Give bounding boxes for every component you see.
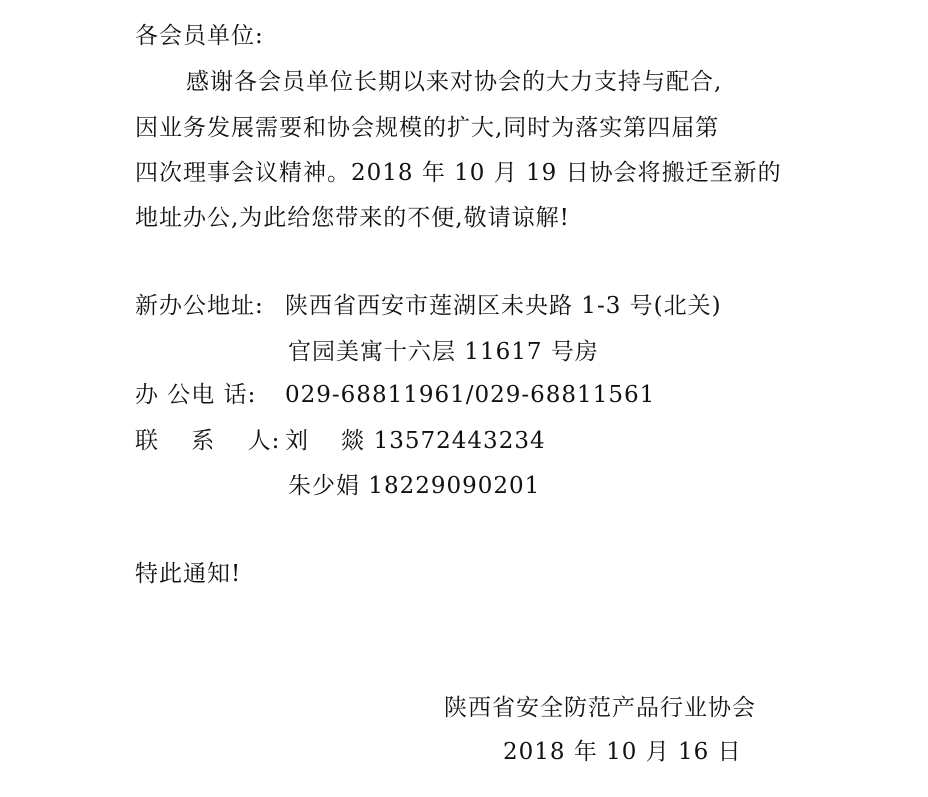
- contact-row: [135, 425, 546, 457]
- contact-person-2: 朱少娟 18229090201: [288, 473, 541, 499]
- body-line-1: 感谢各会员单位长期以来对协会的大力支持与配合,: [186, 69, 723, 95]
- salutation: 各会员单位:: [135, 23, 264, 49]
- body-line-4: 地址办公,为此给您带来的不便,敬请谅解!: [135, 205, 570, 231]
- closing-text: 特此通知!: [135, 561, 242, 587]
- signature-date: 2018 年 10 月 16 日: [503, 739, 742, 765]
- address-row: [135, 290, 722, 322]
- signature-org: 陕西省安全防范产品行业协会: [444, 695, 756, 721]
- phone-row: [135, 379, 655, 411]
- body-line-2: 因业务发展需要和协会规模的扩大,同时为落实第四届第: [135, 115, 720, 141]
- body-line-3: 四次理事会议精神。2018 年 10 月 19 日协会将搬迁至新的: [135, 160, 782, 186]
- address-line-1: 陕西省西安市莲湖区未央路 1-3 号(北关): [285, 293, 722, 319]
- address-line-2: 官园美寓十六层 11617 号房: [288, 339, 599, 365]
- phone-value: 029-68811961/029-68811561: [285, 382, 656, 408]
- address-label: 新办公地址:: [135, 293, 264, 319]
- contact-person-1: 刘 燚 13572443234: [285, 428, 546, 454]
- contact-label: 联 系 人:: [135, 428, 281, 454]
- phone-label: 办 公电 话:: [135, 382, 257, 408]
